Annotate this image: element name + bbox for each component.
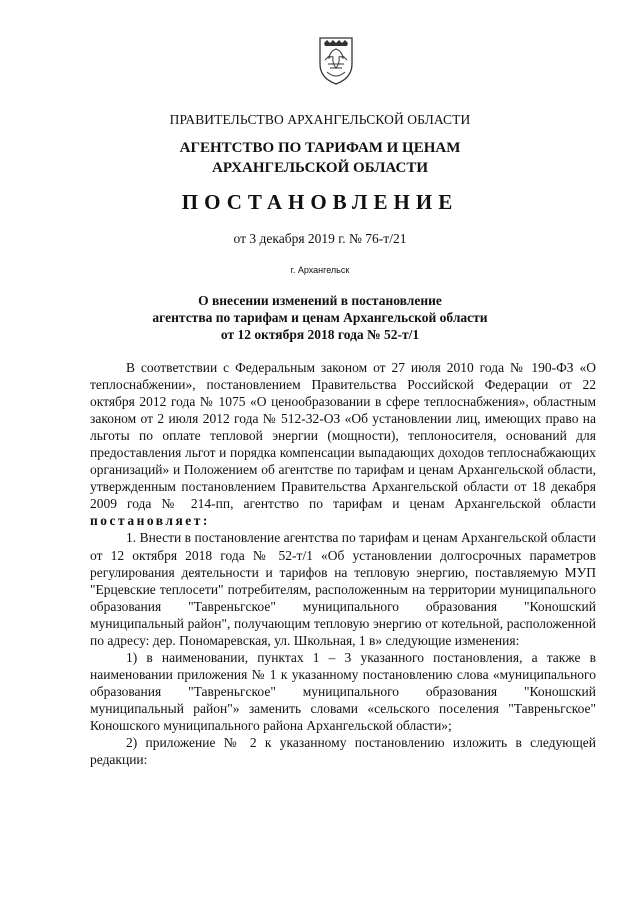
preamble-text: В соответствии с Федеральным законом от 27 июля 2010 года № 190-ФЗ «О теплоснабжении», постановлением Правительства Российской Федерации от 22 октября 2012 года № 1075 «О ценообразовании в сфере теплоснабжения», областным законом от 2 июля 2012 года № 512-32-ОЗ «Об установлении лиц, имеющих право на льготы по оплате тепловой энергии (мощности), теплоносителя, оснований для предоставления льгот и порядка компенсации выпадающих доходов теплоснабжающих организаций» и Положением об агентстве по тарифам и ценам Архангельской области, утвержденным постановлением Правительства Архангельской области от 18 декабря 2009 года № 214-пп, агентство по тарифам и ценам Архангельской области [90, 360, 596, 512]
clause-1-paragraph: 1. Внести в постановление агентства по тарифам и ценам Архангельской области от 12 октября 2018 года № 52-т/1 «Об установлении долгосрочных параметров регулирования деятельности и тарифов на тепловую энергию, поставляемую МУП "Ерцевские теплосети" потребителям, расположенным на территории муниципального образования "Тавреньгское" муниципального образования "Коношский муниципальный район", получающим тепловую энергию от котельной, расположенной по адресу: дер. Пономаревская, ул. Школьная, 1 в» следующие изменения: [90, 530, 596, 648]
subject-line-2: агентства по тарифам и ценам Архангельской области [152, 310, 488, 325]
document-type-title: ПОСТАНОВЛЕНИЕ [181, 190, 459, 214]
government-name: ПРАВИТЕЛЬСТВО АРХАНГЕЛЬСКОЙ ОБЛАСТИ [169, 112, 471, 127]
agency-name-line-2: АРХАНГЕЛЬСКОЙ ОБЛАСТИ [212, 160, 428, 176]
coat-of-arms-icon [316, 34, 356, 86]
document-body [90, 359, 596, 768]
document-subject [0, 292, 640, 343]
subject-line-1: О внесении изменений в постановление [198, 293, 442, 308]
document-city: г. Архангельск [290, 265, 350, 275]
agency-name-line-1: АГЕНТСТВО ПО ТАРИФАМ И ЦЕНАМ [179, 140, 461, 156]
decree-word: постановляет: [90, 513, 210, 529]
document-date-number: от 3 декабря 2019 г. № 76-т/21 [233, 231, 407, 246]
subclause-1-paragraph: 1) в наименовании, пунктах 1 – 3 указанного постановления, а также в наименовании приложения № 1 к указанному постановлению слова «муниципального образования "Тавреньгское" муниципального образования "Коношский муниципальный район"» заменить словами «сельского поселения "Тавреньгское" Коношского муниципального района Архангельской области»; [90, 649, 596, 733]
preamble-paragraph [90, 359, 596, 529]
agency-name [0, 138, 640, 178]
subject-line-3: от 12 октября 2018 года № 52-т/1 [220, 327, 420, 342]
subclause-2-paragraph: 2) приложение № 2 к указанному постановлению изложить в следующей редакции: [90, 735, 596, 768]
